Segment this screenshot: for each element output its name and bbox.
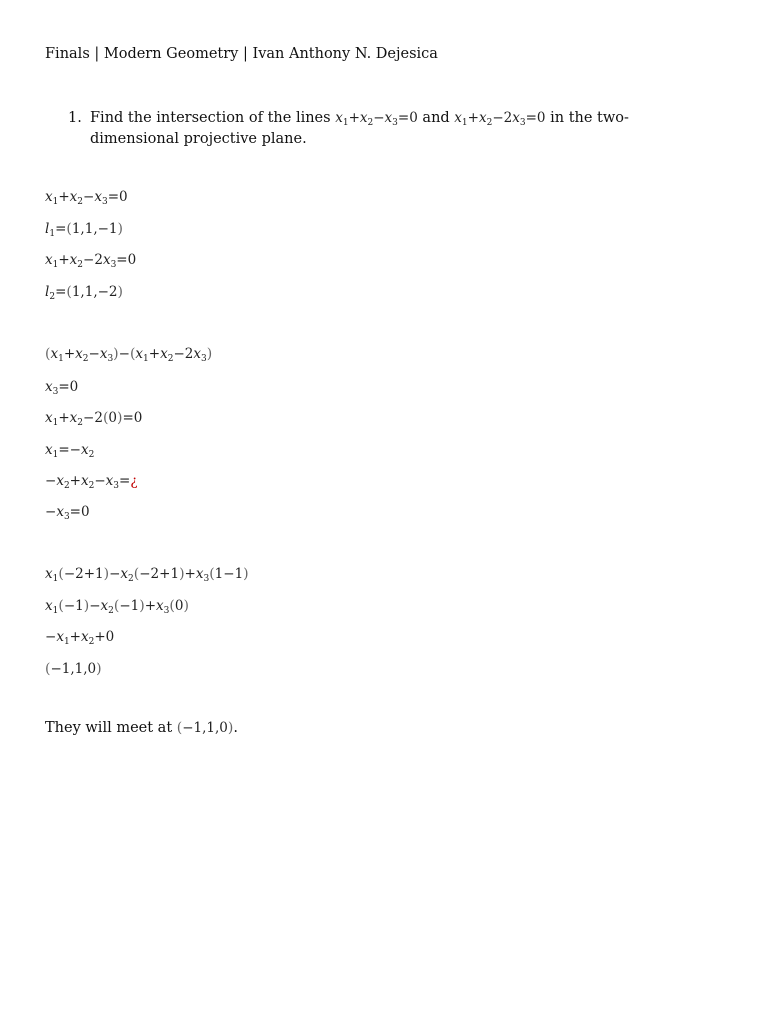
eq-neg-x3-zero: $-x_3=0$ [45, 504, 90, 522]
eq-line2: $x_1+x_2-2x_3=0$ [45, 252, 137, 270]
eq-cross-product: $x_1(-2+1)-x_2(-2+1)+x_3(1-1)$ [45, 566, 249, 584]
eq-x1-neg-x2: $x_1=-x_2$ [45, 442, 95, 460]
problem-1 [68, 108, 708, 150]
eq-l2-vector: $l_2=(1,1,-2)$ [45, 284, 123, 302]
problem-number: 1. [68, 110, 82, 126]
problem-line1: $x_1+x_2-x_3=0$ [335, 110, 418, 128]
eq-with-marker: $-x_2+x_2-x_3=¿$ [45, 473, 138, 491]
conclusion-text: They will meet at [45, 720, 173, 736]
problem-text-after: in the two-dimensional projective plane. [90, 110, 629, 147]
eq-subtraction: $(x_1+x_2-x_3)-(x_1+x_2-2x_3)$ [45, 346, 213, 364]
problem-line2: $x_1+x_2-2x_3=0$ [454, 110, 546, 128]
problem-text [90, 108, 708, 150]
eq-cross-simplified: $x_1(-1)-x_2(-1)+x_3(0)$ [45, 598, 189, 616]
eq-point: (−1,1,0) [45, 661, 102, 677]
eq-l1-vector: $l_1=(1,1,-1)$ [45, 221, 123, 239]
problem-conj: and [422, 110, 450, 126]
problem-text-before: Find the intersection of the lines [90, 110, 331, 126]
conclusion-point: (−1,1,0) [176, 720, 234, 736]
eq-substitute: $x_1+x_2-2(0)=0$ [45, 410, 143, 428]
eq-x3-zero: $x_3=0$ [45, 379, 79, 397]
eq-line1: $x_1+x_2-x_3=0$ [45, 189, 128, 207]
eq-cross-result: $-x_1+x_2+0$ [45, 629, 115, 647]
document-header: Finals | Modern Geometry | Ivan Anthony N. Dejesica [45, 46, 438, 62]
conclusion [45, 720, 238, 736]
conclusion-end: . [233, 720, 238, 736]
